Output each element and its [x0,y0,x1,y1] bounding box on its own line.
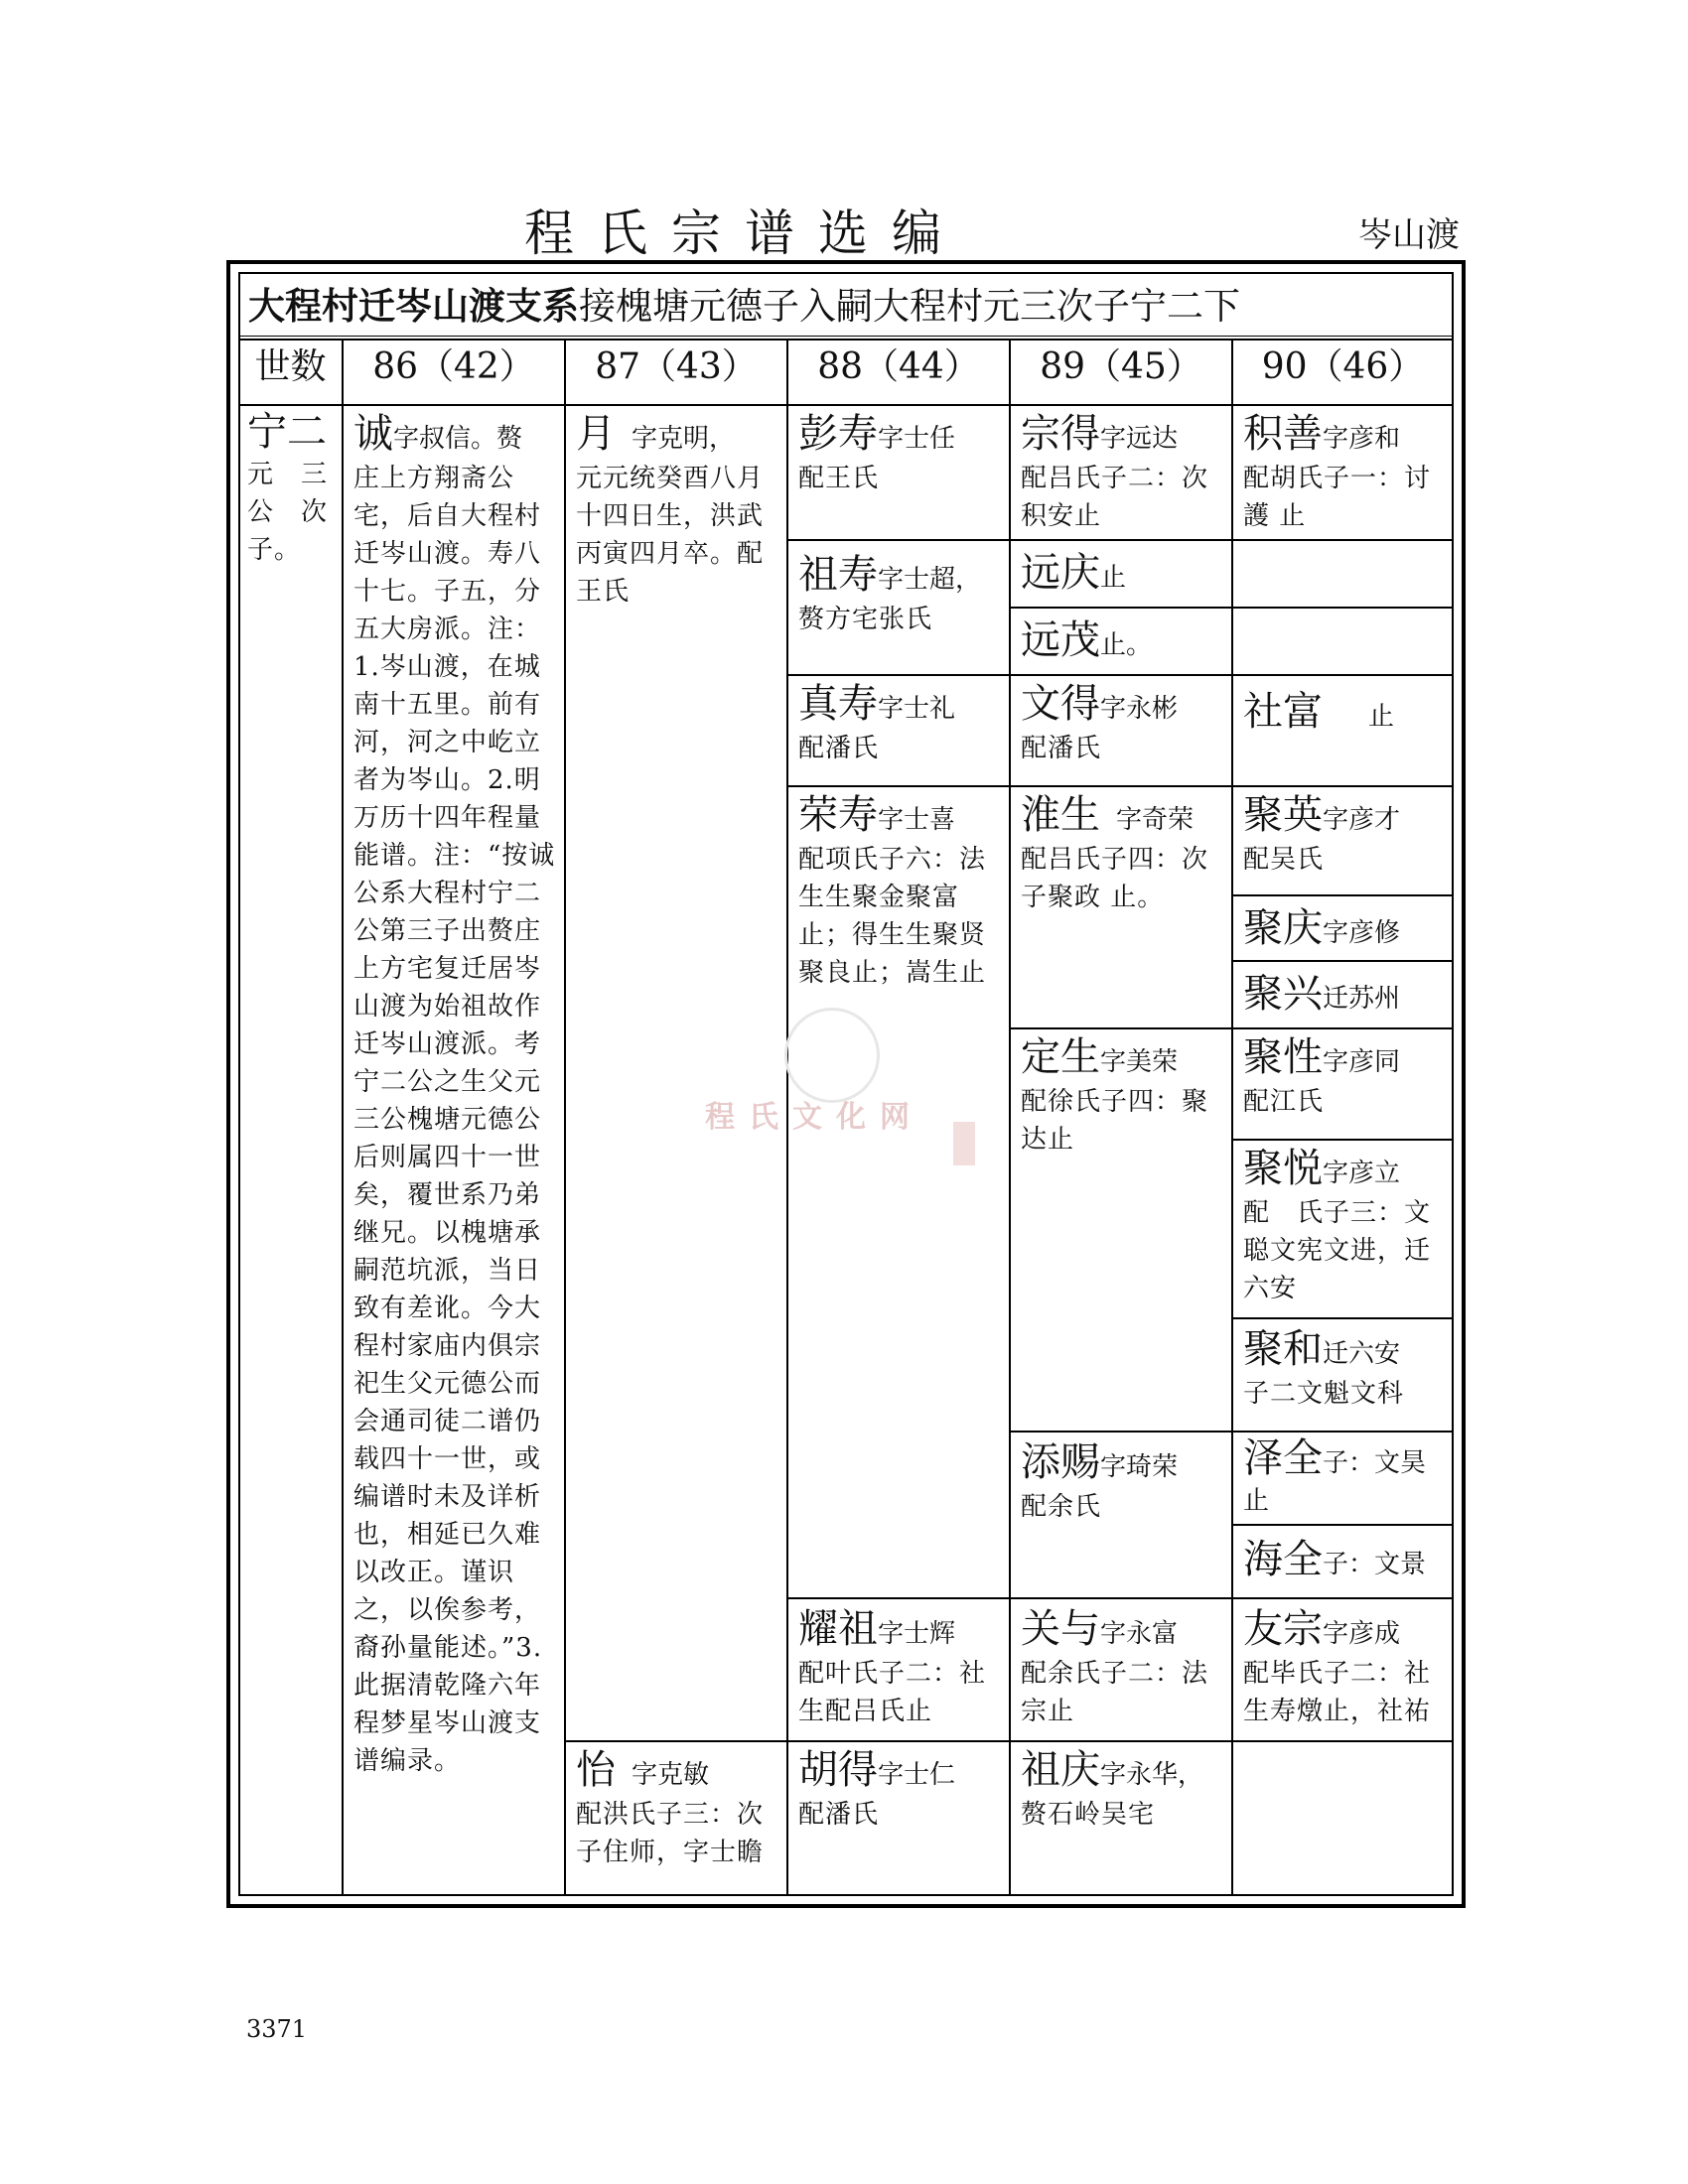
gen89-name-1: 宗得 [1021,411,1100,457]
gen90-cell-empty-1 [1232,540,1454,608]
gen90-cell-5 [1232,961,1454,1028]
branch-header [238,272,1454,340]
gen90-zi-8: 迁六安 [1323,1339,1401,1369]
gen90-name-1: 积善 [1243,411,1323,457]
gen90-zi-9: 子：文昊 [1323,1448,1427,1478]
ancestor-cell [238,405,343,1896]
gen88-zi-5: 字士辉 [878,1619,956,1649]
gen90-name-6: 聚性 [1243,1034,1323,1080]
gen90-text-9: 止 [1243,1486,1271,1516]
gen89-name-4: 文得 [1021,681,1100,727]
gen88-cell-2 [787,540,1010,675]
gen88-name-6: 胡得 [798,1747,878,1793]
gen86-name: 诚 [353,411,393,457]
gen88-cell-5 [787,1598,1010,1741]
gen87-text-1: 元元统癸酉八月十四日生，洪武丙寅四月卒。配王氏 [576,464,765,607]
gen90-text-6: 配江氏 [1243,1087,1325,1117]
gen90-text-8: 子二文魁文科 [1243,1379,1405,1409]
gen90-cell-11 [1232,1598,1454,1741]
page-number: 3371 [246,2015,308,2043]
gen90-cell-9 [1232,1432,1454,1525]
gen89-zi-8: 字永富 [1100,1619,1179,1649]
gen89-text-4: 配潘氏 [1021,734,1102,763]
gen89-cell-2 [1010,540,1232,608]
ancestor-line-2: 公 次 [247,497,329,527]
gen90-zi-1: 字彦和 [1323,424,1401,454]
gen89-cell-7 [1010,1432,1232,1598]
gen88-text-5: 配叶氏子二：社生配吕氏止 [798,1659,987,1726]
watermark-text: 程氏文化网 [705,1100,923,1135]
gen89-zi-2: 止 [1100,563,1127,593]
gen87-name-2: 怡 [576,1747,616,1793]
watermark-stamp [953,1122,975,1165]
branch-note: 接槐塘元德子入嗣大程村元三次子宁二下 [579,285,1240,328]
gen88-text-4: 配项氏子六：法生生聚金聚富止；得生生聚贤聚良止；嵩生止 [798,845,987,988]
gen90-name-2: 社富 [1243,689,1323,735]
gen90-cell-10 [1232,1525,1454,1598]
ancestor-name: 宁二 [247,409,327,455]
gen89-name-6: 定生 [1021,1034,1100,1080]
gen90-cell-2 [1232,675,1454,786]
gen90-text-1: 配胡氏子一：讨護 止 [1243,464,1432,531]
gen90-cell-8 [1232,1318,1454,1432]
gen89-text-6: 配徐氏子四：聚达止 [1021,1087,1209,1155]
gen89-zi-3: 止。 [1100,630,1153,660]
gen90-name-3: 聚英 [1243,792,1323,838]
branch-title: 大程村迁岑山渡支系 [248,284,579,328]
gen90-zi-7: 字彦立 [1323,1159,1401,1188]
gen88-zi-1: 字士任 [878,424,956,454]
page-title: 程氏宗谱选编 [524,205,965,262]
gen89-cell-9 [1010,1741,1232,1896]
gen89-zi-9: 字永华， [1100,1760,1204,1790]
gen89-name-5: 淮生 [1021,792,1100,838]
gen90-cell-1 [1232,405,1454,540]
gen88-cell-6 [787,1741,1010,1896]
gen88-name-5: 耀祖 [798,1606,878,1652]
gen89-name-8: 关与 [1021,1606,1100,1652]
gen87-zi-2: 字克敏 [632,1760,710,1790]
gen90-text-7: 配 氏子三：文聪文宪文进，迁六安 [1243,1198,1432,1303]
gen89-zi-5: 字奇荣 [1116,805,1195,835]
gen89-zi-7: 字琦荣 [1100,1452,1179,1482]
gen90-zi-2: 止 [1368,702,1395,732]
gen90-name-7: 聚悦 [1243,1146,1323,1191]
gen90-cell-3 [1232,786,1454,895]
gen89-name-7: 添赐 [1021,1439,1100,1485]
col-header-87: 87（43） [565,340,787,405]
col-header-generation: 世数 [238,340,343,405]
gen88-zi-3: 字士礼 [878,694,956,724]
gen90-text-11: 配毕氏子二：社生寿燉止，社祐 [1243,1659,1432,1726]
gen88-zi-4: 字士喜 [878,805,956,835]
col-header-90: 90（46） [1232,340,1454,405]
gen90-name-8: 聚和 [1243,1326,1323,1372]
gen90-name-9: 泽全 [1243,1435,1323,1481]
gen88-cell-3 [787,675,1010,786]
watermark-seal [784,1008,880,1103]
gen90-cell-7 [1232,1140,1454,1318]
gen87-cell-2 [565,1741,787,1896]
gen88-name-1: 彭寿 [798,411,878,457]
gen86-cell [343,405,565,1896]
gen90-zi-5: 迁苏州 [1323,984,1401,1014]
gen89-cell-8 [1010,1598,1232,1741]
gen88-cell-1 [787,405,1010,540]
gen90-name-10: 海全 [1243,1537,1323,1582]
col-header-89: 89（45） [1010,340,1232,405]
gen89-name-9: 祖庆 [1021,1747,1100,1793]
gen90-name-11: 友宗 [1243,1606,1323,1652]
gen88-text-2: 赘方宅张氏 [798,605,933,634]
location-label: 岑山渡 [1358,215,1460,255]
gen89-zi-6: 字美荣 [1100,1047,1179,1077]
gen90-cell-4 [1232,895,1454,961]
gen88-cell-4 [787,786,1010,1598]
gen90-zi-6: 字彦同 [1323,1047,1401,1077]
ancestor-line-3: 子。 [247,535,302,565]
gen89-zi-4: 字永彬 [1100,694,1179,724]
gen89-cell-6 [1010,1028,1232,1432]
gen88-name-2: 祖寿 [798,552,878,598]
gen90-zi-4: 字彦修 [1323,918,1401,948]
gen90-name-4: 聚庆 [1243,905,1323,951]
gen86-zi: 字叔信。赘 [393,424,523,454]
gen87-name-1: 月 [576,411,616,457]
gen89-name-3: 远茂 [1021,617,1100,663]
gen89-text-5: 配吕氏子四：次子聚政 止。 [1021,845,1209,912]
gen89-cell-1 [1010,405,1232,540]
gen89-zi-1: 字远达 [1100,424,1179,454]
gen87-cell-1 [565,405,787,1741]
gen90-text-3: 配吴氏 [1243,845,1325,875]
gen88-zi-2: 字士超， [878,565,982,595]
gen89-text-7: 配余氏 [1021,1492,1102,1522]
gen90-cell-empty-2 [1232,608,1454,675]
gen88-text-6: 配潘氏 [798,1800,880,1830]
gen89-text-1: 配吕氏子二：次积安止 [1021,464,1209,531]
gen89-cell-4 [1010,675,1232,786]
gen90-name-5: 聚兴 [1243,971,1323,1017]
gen90-zi-3: 字彦才 [1323,805,1401,835]
col-header-86: 86（42） [343,340,565,405]
gen88-zi-6: 字士仁 [878,1760,956,1790]
gen89-text-9: 赘石岭吴宅 [1021,1800,1156,1830]
gen86-text: 庄上方翔斋公宅，后自大程村迁岑山渡。寿八十七。子五，分五大房派。注：1.岑山渡，在城南十五里。前有河，河之中屹立者为岑山。2.明万历十四年程量能谱。注：“按诚公系大程村宁二公第三子出赘庄上方宅复迁居岑山渡为始祖故作迁岑山渡派。考宁二公之生父元三公槐塘元德公后则属四十一世矣，覆世系乃弟继兄。以槐塘承嗣范坑派，当日致有差讹。今大程村家庙内俱宗祀生父元德公而会通司徒二谱仍载四十一世，或编谱时未及详析也，相延已久难以改正。谨识之，以俟参考，裔孙量能述。”3.此据清乾隆六年程梦星岑山渡支谱编录。 [353,464,556,1776]
gen89-name-2: 远庆 [1021,550,1100,596]
gen89-cell-3 [1010,608,1232,675]
gen87-zi-1: 字克明， [632,424,736,454]
gen90-zi-11: 字彦成 [1323,1619,1401,1649]
gen89-cell-5 [1010,786,1232,1028]
gen88-name-3: 真寿 [798,681,878,727]
gen89-text-8: 配余氏子二：法宗止 [1021,1659,1209,1726]
gen90-zi-10: 子：文景 [1323,1550,1427,1579]
gen88-text-1: 配王氏 [798,464,880,493]
ancestor-line-1: 元 三 [247,460,329,489]
gen87-text-2: 配洪氏子三：次子住师，字士瞻 [576,1800,765,1867]
gen90-cell-empty-3 [1232,1741,1454,1896]
gen90-cell-6 [1232,1028,1454,1140]
gen88-text-3: 配潘氏 [798,734,880,763]
gen88-name-4: 荣寿 [798,792,878,838]
col-header-88: 88（44） [787,340,1010,405]
